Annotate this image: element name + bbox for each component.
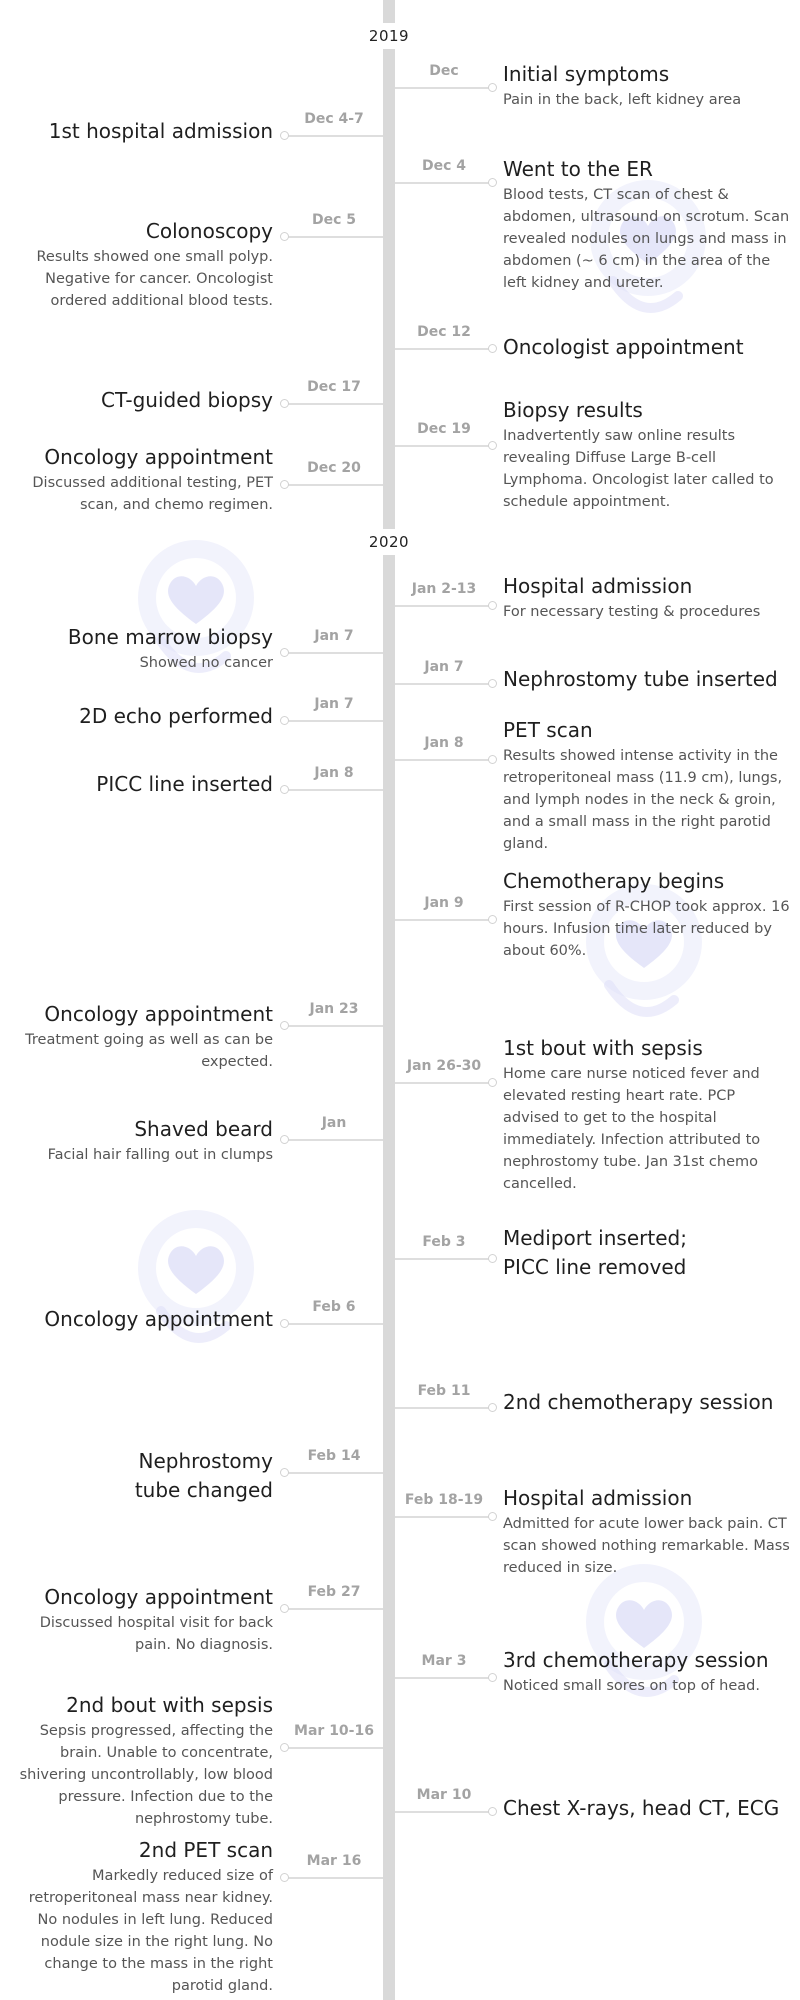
event-connector — [288, 1877, 383, 1879]
event-text — [503, 155, 793, 294]
event-description: Facial hair falling out in clumps — [47, 1147, 273, 1163]
event-text — [503, 1224, 793, 1282]
event-marker-dot — [280, 1743, 289, 1752]
event-text — [11, 770, 273, 799]
event-date: Mar 10 — [416, 1787, 472, 1803]
event-text — [11, 386, 273, 415]
event-date: Jan 26-30 — [406, 1058, 482, 1074]
event-date: Dec 20 — [307, 460, 361, 476]
event-title: Oncology appointment — [44, 1585, 273, 1609]
event-description: Blood tests, CT scan of chest & abdomen, ultrasound on scrotum. Scan revealed nodules on lungs and mass in abdomen (~ 6 cm) in the area of the left kidney and ureter. — [503, 187, 790, 291]
event-description: Results showed intense activity in the retroperitoneal mass (11.9 cm), lungs, and lymph nodes in the neck & groin, and a small mass in the right parotid gland. — [503, 748, 783, 852]
event-title: Biopsy results — [503, 398, 643, 422]
event-connector — [395, 445, 490, 447]
event-title: CT-guided biopsy — [101, 388, 273, 412]
event-date: Jan 8 — [424, 735, 464, 751]
event-text — [11, 1836, 273, 1997]
event-marker-dot — [488, 679, 497, 688]
event-connector — [288, 403, 383, 405]
event-date: Dec — [429, 63, 459, 79]
event-marker-dot — [488, 441, 497, 450]
event-marker-dot — [488, 1673, 497, 1682]
event-marker-dot — [280, 131, 289, 140]
event-date: Feb 11 — [417, 1383, 471, 1399]
event-date: Mar 16 — [306, 1853, 362, 1869]
event-text — [503, 333, 793, 362]
event-date: Dec 4 — [421, 158, 467, 174]
event-description: Markedly reduced size of retroperitoneal mass near kidney. No nodules in left lung. Reduced nodule size in the right lung. No change to the mass in the right parotid gland. — [28, 1868, 273, 1994]
event-marker-dot — [488, 1512, 497, 1521]
event-title: Oncology appointment — [44, 1002, 273, 1026]
event-title: PICC line inserted — [96, 772, 273, 796]
event-connector — [395, 348, 490, 350]
event-connector — [395, 1258, 490, 1260]
event-title: Oncology appointment — [44, 445, 273, 469]
event-marker-dot — [488, 1254, 497, 1263]
event-marker-dot — [280, 785, 289, 794]
event-date: Feb 14 — [307, 1448, 361, 1464]
event-text — [503, 1388, 793, 1417]
event-connector — [288, 1323, 383, 1325]
event-date: Mar 3 — [421, 1653, 467, 1669]
event-text — [11, 1115, 273, 1166]
event-date: Feb 6 — [312, 1299, 356, 1315]
event-marker-dot — [280, 399, 289, 408]
event-title: 1st bout with sepsis — [503, 1036, 703, 1060]
event-date: Jan 7 — [424, 659, 464, 675]
event-date: Dec 4-7 — [304, 111, 364, 127]
event-connector — [288, 1608, 383, 1610]
event-date: Dec 12 — [417, 324, 471, 340]
year-label: 2019 — [339, 23, 439, 49]
event-marker-dot — [280, 232, 289, 241]
event-title: Oncologist appointment — [503, 335, 744, 359]
event-connector — [288, 135, 383, 137]
event-marker-dot — [488, 915, 497, 924]
event-text — [11, 702, 273, 731]
event-connector — [395, 1677, 490, 1679]
event-text — [11, 443, 273, 516]
event-description: Discussed hospital visit for back pain. No diagnosis. — [39, 1615, 273, 1653]
event-description: Results showed one small polyp. Negative for cancer. Oncologist ordered additional blood tests. — [36, 249, 273, 309]
event-description: Noticed small sores on top of head. — [503, 1678, 760, 1694]
event-title: Initial symptoms — [503, 62, 670, 86]
event-connector — [395, 683, 490, 685]
event-text — [503, 60, 793, 111]
event-title: Colonoscopy — [145, 219, 273, 243]
event-text — [503, 1484, 795, 1579]
event-connector — [395, 1516, 490, 1518]
event-text — [503, 867, 793, 962]
event-text — [503, 396, 793, 513]
event-description: Sepsis progressed, affecting the brain. Unable to concentrate, shivering uncontrollably, low blood pressure. Infection due to the nephrostomy tube. — [19, 1723, 273, 1827]
event-connector — [288, 484, 383, 486]
event-description: Pain in the back, left kidney area — [503, 92, 742, 108]
event-title: Shaved beard — [134, 1117, 273, 1141]
event-connector — [395, 759, 490, 761]
event-text — [11, 1305, 273, 1334]
event-title: Mediport inserted; PICC line removed — [503, 1226, 687, 1279]
event-date: Feb 18-19 — [404, 1492, 484, 1508]
event-marker-dot — [280, 1021, 289, 1030]
event-date: Jan 23 — [309, 1001, 359, 1017]
event-connector — [395, 87, 490, 89]
event-marker-dot — [280, 1604, 289, 1613]
event-connector — [395, 1407, 490, 1409]
event-connector — [288, 652, 383, 654]
event-date: Jan 8 — [314, 765, 354, 781]
event-connector — [288, 1139, 383, 1141]
event-title: Went to the ER — [503, 157, 653, 181]
event-date: Jan 7 — [314, 696, 354, 712]
event-marker-dot — [280, 1468, 289, 1477]
event-title: Chemotherapy begins — [503, 869, 725, 893]
event-date: Jan 7 — [314, 628, 354, 644]
event-connector — [288, 1025, 383, 1027]
event-connector — [288, 1472, 383, 1474]
event-text — [11, 623, 273, 674]
event-marker-dot — [488, 1403, 497, 1412]
event-date: Jan — [321, 1115, 347, 1131]
event-text — [11, 1583, 273, 1656]
event-title: 3rd chemotherapy session — [503, 1648, 769, 1672]
event-title: 2D echo performed — [79, 704, 273, 728]
event-description: For necessary testing & procedures — [503, 604, 761, 620]
event-text — [503, 1034, 793, 1195]
event-text — [11, 217, 273, 312]
event-title: 2nd PET scan — [138, 1838, 273, 1862]
event-title: Bone marrow biopsy — [67, 625, 273, 649]
event-marker-dot — [488, 601, 497, 610]
event-marker-dot — [280, 1319, 289, 1328]
event-title: Nephrostomy tube changed — [134, 1449, 273, 1502]
event-marker-dot — [280, 1873, 289, 1882]
event-marker-dot — [488, 1078, 497, 1087]
event-title: PET scan — [503, 718, 593, 742]
watermark-heart-icon — [131, 1206, 261, 1366]
event-date: Jan 9 — [424, 895, 464, 911]
event-text — [503, 1794, 793, 1823]
event-connector — [288, 236, 383, 238]
event-connector — [395, 1811, 490, 1813]
event-marker-dot — [280, 648, 289, 657]
event-description: Discussed additional testing, PET scan, and chemo regimen. — [32, 475, 273, 513]
event-text — [503, 572, 793, 623]
event-text — [503, 1646, 793, 1697]
event-connector — [288, 789, 383, 791]
event-connector — [395, 919, 490, 921]
event-title: Hospital admission — [503, 1486, 693, 1510]
event-title: 1st hospital admission — [48, 119, 273, 143]
event-marker-dot — [488, 755, 497, 764]
event-text — [503, 716, 793, 855]
event-description: Home care nurse noticed fever and elevated resting heart rate. PCP advised to get to the hospital immediately. Infection attributed to nephrostomy tube. Jan 31st chemo cancelled. — [503, 1066, 761, 1192]
event-connector — [395, 605, 490, 607]
year-label: 2020 — [339, 529, 439, 555]
event-marker-dot — [488, 83, 497, 92]
event-title: Oncology appointment — [44, 1307, 273, 1331]
event-text — [503, 665, 795, 694]
event-date: Dec 5 — [311, 212, 357, 228]
event-connector — [395, 1082, 490, 1084]
event-title: Hospital admission — [503, 574, 693, 598]
event-title: Chest X-rays, head CT, ECG — [503, 1796, 780, 1820]
event-connector — [395, 182, 490, 184]
event-text — [11, 117, 273, 146]
event-marker-dot — [280, 480, 289, 489]
event-description: Admitted for acute lower back pain. CT scan showed nothing remarkable. Mass reduced in size. — [503, 1516, 790, 1576]
event-connector — [288, 1747, 383, 1749]
event-connector — [288, 720, 383, 722]
event-title: 2nd chemotherapy session — [503, 1390, 774, 1414]
event-date: Feb 3 — [422, 1234, 466, 1250]
timeline-axis — [383, 0, 395, 2000]
event-date: Jan 2-13 — [411, 581, 477, 597]
event-date: Feb 27 — [307, 1584, 361, 1600]
event-date: Dec 17 — [307, 379, 361, 395]
event-description: Inadvertently saw online results revealing Diffuse Large B-cell Lymphoma. Oncologist later called to schedule appointment. — [503, 428, 774, 510]
event-marker-dot — [488, 178, 497, 187]
event-marker-dot — [488, 344, 497, 353]
event-marker-dot — [488, 1807, 497, 1816]
event-date: Mar 10-16 — [294, 1723, 374, 1739]
event-marker-dot — [280, 1135, 289, 1144]
event-text — [11, 1447, 273, 1505]
event-title: 2nd bout with sepsis — [66, 1693, 273, 1717]
event-text — [11, 1691, 273, 1830]
event-date: Dec 19 — [417, 421, 471, 437]
event-title: Nephrostomy tube inserted — [503, 667, 778, 691]
event-text — [11, 1000, 273, 1073]
event-description: Treatment going as well as can be expected. — [25, 1032, 273, 1070]
event-description: First session of R-CHOP took approx. 16 hours. Infusion time later reduced by about 60%. — [503, 899, 790, 959]
event-description: Showed no cancer — [139, 655, 273, 671]
event-marker-dot — [280, 716, 289, 725]
